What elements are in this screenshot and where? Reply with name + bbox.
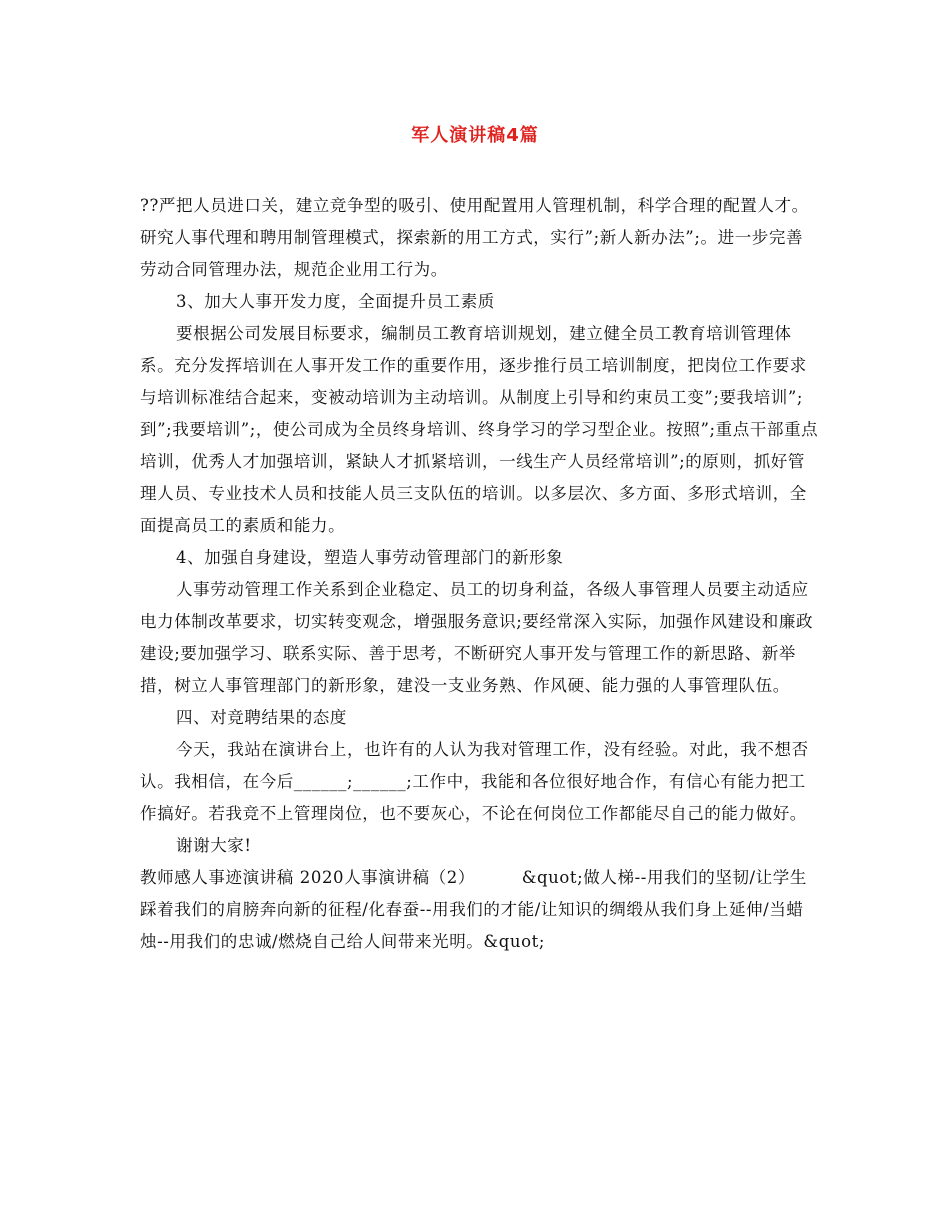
paragraph-9: 教师感人事迹演讲稿 2020人事演讲稿（2） &quot;做人梯--用我们的坚韧/让学生踩着我们的肩膀奔向新的征程/化春蚕--用我们的才能/让知识的绸缎从我们身上延伸/当蜡烛--用我们的忠诚/燃烧自己给人间带来光明。&quot; bbox=[140, 868, 808, 951]
paragraph-8-thanks: 谢谢大家! bbox=[176, 836, 252, 855]
paragraph-4-heading: 4、加强自身建设，塑造人事劳动管理部门的新形象 bbox=[176, 548, 564, 567]
paragraph-2-heading: 3、加大人事开发力度，全面提升员工素质 bbox=[176, 292, 495, 311]
document-body bbox=[140, 190, 820, 958]
paragraph-6-heading: 四、对竞聘结果的态度 bbox=[176, 708, 347, 727]
paragraph-3: 要根据公司发展目标要求，编制员工教育培训规划，建立健全员工教育培训管理体系。充分发挥培训在人事开发工作的重要作用，逐步推行员工培训制度，把岗位工作要求与培训标准结合起来，变被动培训为主动培训。从制度上引导和约束员工变”;要我培训”;到”;我要培训”;，使公司成为全员终身培训、终身学习的学习型企业。按照”;重点干部重点培训，优秀人才加强培训，紧缺人才抓紧培训，一线生产人员经常培训”;的原则，抓好管理人员、专业技术人员和技能人员三支队伍的培训。以多层次、多方面、多形式培训，全面提高员工的素质和能力。 bbox=[140, 324, 819, 535]
paragraph-5: 人事劳动管理工作关系到企业稳定、员工的切身利益，各级人事管理人员要主动适应电力体制改革要求，切实转变观念，增强服务意识;要经常深入实际，加强作风建设和廉政建设;要加强学习、联系实际、善于思考，不断研究人事开发与管理工作的新思路、新举措，树立人事管理部门的新形象，建没一支业务熟、作风硬、能力强的人事管理队伍。 bbox=[140, 580, 814, 695]
paragraph-7: 今天，我站在演讲台上，也许有的人认为我对管理工作，没有经验。对此，我不想否认。我相信，在今后______;______;工作中，我能和各位很好地合作，有信心有能力把工作搞好。若我竞不上管理岗位，也不要灰心，不论在何岗位工作都能尽自己的能力做好。 bbox=[140, 740, 809, 823]
document-title: 军人演讲稿4篇 bbox=[411, 125, 539, 146]
paragraph-1: ??严把人员进口关，建立竞争型的吸引、使用配置用人管理机制，科学合理的配置人才。研究人事代理和聘用制管理模式，探索新的用工方式，实行”;新人新办法”;。进一步完善劳动合同管理办法，规范企业用工行为。 bbox=[140, 196, 809, 279]
